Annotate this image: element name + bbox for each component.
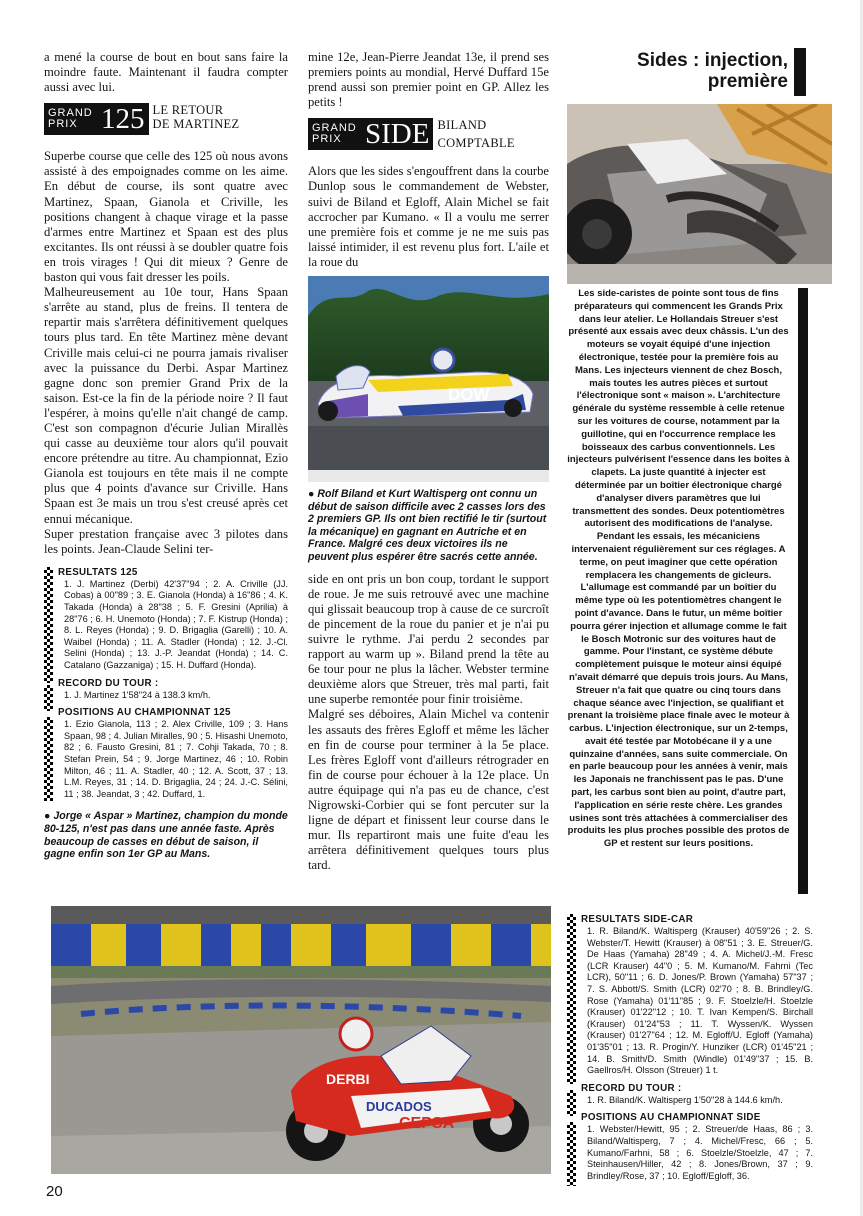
gp125-title-line2: DE MARTINEZ xyxy=(152,117,240,132)
col1-intro: a mené la course de bout en bout sans faire la moindre faute. Maintenant il faudra compter aussi avec lui. xyxy=(44,50,288,95)
sidebar-title xyxy=(580,50,788,92)
gpside-title xyxy=(437,118,514,150)
sidebar-title-line1: Sides : injection, xyxy=(637,50,788,71)
col2-body2: side en ont pris un bon coup, tordant le support de roue. Je me suis retrouvé avec une machine qui glissait beaucoup trop à cause de ce surcroît de pincement de la roue du panier et je n'ai pu suivre le rythme. J'ai perdu 2 secondes par rapport au warm up ». Biland prend la tête au 6e tour pour ne plus la lâcher. Webster termine deuxième alors que Streuer, très mal parti, fait une superbe remontée pour finir troisième. xyxy=(308,571,549,707)
checkered-flag-strip xyxy=(44,567,53,683)
results-side-title: RESULTATS SIDE-CAR xyxy=(581,914,694,925)
checkered-flag-strip xyxy=(567,914,576,1084)
gpside-big: SIDE xyxy=(365,118,430,151)
gpside-title-line2: COMPTABLE xyxy=(437,136,515,151)
checkered-flag-strip xyxy=(567,1122,576,1186)
gp125-header xyxy=(44,103,288,139)
page-number: 20 xyxy=(46,1183,63,1200)
sidecar-photo xyxy=(308,276,549,482)
gp125-title xyxy=(153,103,240,131)
bike-photo xyxy=(51,906,551,1174)
barrier-stripes xyxy=(51,924,551,966)
sidebar-vertical-rule xyxy=(798,288,808,894)
champ-side-text: 1. Webster/Hewitt, 95 ; 2. Streuer/de Haas, 86 ; 3. Biland/Waltisperg, 7 ; 4. Michel/Fresc, 66 ; 5. Kumano/Farhni, 58 ; 6. Stoelzle/Stoelzle, 47 ; 7. Steinhausen/Hiller, 42 ; 8. Jones/Brown, 37 ; 9. Brindley/Rose, 37 ; 10. Egloff/Egloff, 36. xyxy=(587,1124,813,1181)
record-125-title: RECORD DU TOUR : xyxy=(58,677,159,689)
col1-body1: Superbe course que celle des 125 où nous avons assisté à des empoignades comme on les aime. En début de course, ils sont quatre avec Martinez, Spaan, Gianola et Criville, les positions changent à chaque virage et la passe d'armes entre Martinez et Spaan est des plus excitantes. Ils ont réussi à se doubler quatre fois en trois virages ! Qui dit mieux ? Genre de baston qui vous fait dresser les poils. xyxy=(44,149,288,285)
engine-photo-image xyxy=(567,104,832,284)
col2-intro: mine 12e, Jean-Pierre Jeandat 13e, il prend ses premiers points au mondial, Hervé Duffard 15e prend aussi son premier point en GP. Allez les petits ! xyxy=(308,50,549,110)
gp125-box xyxy=(44,103,149,135)
record-side-title: RECORD DU TOUR : xyxy=(581,1082,682,1094)
results-side-box xyxy=(567,914,813,1188)
column-1 xyxy=(44,50,288,861)
gp125-big: 125 xyxy=(101,103,145,136)
gpside-title-line1: BILAND xyxy=(437,118,487,133)
sidebar-title-line2: première xyxy=(707,71,788,92)
sidebar-body: Les side-caristes de pointe sont tous de fins préparateurs qui commencent les Grands Prix dans leur atelier. Le Hollandais Streuer s'est présenté aux essais avec deux châssis. L'un des moteurs se voyait équipé d'une injection électronique, testée pour la première fois au Mans. Les injecteurs viennent de chez Bosch, mais toutes les autres pièces et surtout l'électronique sont « maison ». L'architecture générale du système ressemble à celle retenue sur les voitures de course, notamment par la guillotine, qui en l'occurrence remplace les boisseaux des carbus conventionnels. Les injecteurs pulvérisent l'essence dans les boîtes à clapets. La juste quantité à injecter est déterminée par un boîtier électronique chargé d'analyser divers paramètres que lui transmettent des sondes. Deux potentiomètres autorisent des modifications de l'analyse. Pendant les essais, les mécaniciens intervenaient régulièrement sur ces réglages. A terme, on peut imaginer que cette opération remplacera les changements de gicleurs. L'allumage est commandé par un boîtier du même type où les potentiomètres changent le point d'avance. Dans le futur, un même boîtier pourra gérer injection et allumage comme le fait le Bosch Motronic sur des voitures haut de gamme. Pour l'instant, ce système débute complètement puisque le moteur ainsi équipé n'avait démarré que depuis trois jours. Au Mans, Streuer n'a fait que quatre ou cinq tours dans chaque séance avec l'injection, se qualifiant et prenant la troisième place finale avec le moteur à carbus. L'injection électronique, sur un 2-temps, avait été testée par Motobécane il y a une quinzaine d'années, sans suite commerciale. On en parle beaucoup pour les années à venir, mais les Japonais ne franchissent pas le pas. D'une part, les carbus sont bien au point, d'autre part, l'application en série reste chère. Les grandes usines sont très attachées à commercialiser des produits les plus proches possible des protos de GP et restent sur leurs positions. xyxy=(567,288,790,850)
sidebar-title-bar xyxy=(794,48,806,96)
champ-125-text: 1. Ezio Gianola, 113 ; 2. Alex Criville, 109 ; 3. Hans Spaan, 98 ; 4. Julian Miralles, 90 ; 5. Hisashi Unemoto, 82 ; 6. Fausto Gresini, 81 ; 7. Cohji Takada, 70 ; 8. Stefan Prein, 54 ; 9. Jorge Martinez, 46 ; 10. Robin Milton, 46 ; 11. A. Stadler, 40 ; 12. A. Scott, 37 ; 13. L.M. Reyes, 31 ; 14. D. Brigaglia, 24 ; 24. J.-C. Sélini, 11 ; 38. Jeandat, 3 ; 42. Duffard, 1. xyxy=(64,719,288,799)
gpside-small: GRAND PRIX xyxy=(312,122,357,146)
col2-body1: Alors que les sides s'engouffrent dans la courbe Dunlop sous le commandement de Webster, suivi de Biland et Egloff, Alain Michel se fait accrocher par Kumano. « Il a voulu me serrer une première fois et comme je ne me suis pas laissé intimider, il est revenu plus fort. L'aile et la roue du xyxy=(308,164,549,269)
results-side-text: 1. R. Biland/K. Waltisperg (Krauser) 40'59"26 ; 2. S. Webster/T. Hewitt (Krauser) à 08"51 ; 3. E. Streuer/G. De Haas (Yamaha) 28"49 ; 4. A. Michel/J.-M. Fresc (LCR Krauser) 44"0 ; 5. M. Kumano/M. Fahrni (Tec LCR), 50"11 ; 6. D. Jones/P. Brown (Yamaha) 57"37 ; 7. S. Abbott/S. Smith (LCR) 02'70 ; 8. B. Brindley/G. Rose (Yamaha) 01'11"85 ; 9. F. Stoelzle/H. Stoelzle (Krauser) 01'22"12 ; 10. T. Ivan Kempen/S. Birchall (Krauser) 01'24"53 ; 11. T. Wyssen/K. Wyssen (Krauser) 01'27"64 ; 12. M. Egloff/U. Egloff (Yamaha) 01'35"01 ; 13. R. Progin/Y. Hunziker (LCR) 01'45"21 ; 14. B. Smith/D. Smith (Windle) 01'49"37 ; 15. B. Gaellros/H. Olsson (Streuer) 1 t. xyxy=(587,926,813,1076)
engine-photo xyxy=(567,104,832,284)
col1-body2: Malheureusement au 10e tour, Hans Spaan s'arrête au stand, plus de freins. Il tentera de repartir mais s'arrêtera définitivement quelques tours plus tard. En tête Martinez mène devant Criville mais celui-ci ne pourra jamais rivaliser avec la puissance du Derbi. Aspar Martinez gagne donc son premier Grand Prix de la saison. Est-ce la fin de la période noire ? Il faut l'espérer, à moins qu'elle n'ait changé de camp. C'est son compagnon d'écurie Julian Mirallès qui casse au deuxième tour alors qu'il pouvait encore prétendre au titre. Au championnat, Ezio Gianola est toujours en tête mais il ne compte plus que 4 points d'avance sur Criville. Hans Spaan est 3e mais un trou s'est creusé après cet ennui mécanique. xyxy=(44,285,288,526)
gp125-title-line1: LE RETOUR xyxy=(152,103,224,118)
results-125-text: 1. J. Martinez (Derbi) 42'37"94 ; 2. A. Criville (JJ. Cobas) à 00"89 ; 3. E. Gianola (Honda) à 16"86 ; 4. K. Takada (Honda) à 28"38 ; 5. F. Gresini (Aprilia) à 28"76 ; 6. H. Unemoto (Honda) ; 7. F. Kistrup (Honda) ; 8. L. Reyes (Honda) ; 9. D. Brigaglia (Garelli) ; 10. A. Waibel (Honda) ; 11. A. Stadler (Honda) ; 12. J.-Cl. Selini (Honda) ; 13. J.-P. Jeandat (Honda) ; 14. C. Catalano (Gazzaniga) ; 15. H. Duffard (Honda). xyxy=(64,578,288,670)
results-125-title: RESULTATS 125 xyxy=(58,566,138,578)
bike-logo-ducados: DUCADOS xyxy=(366,1099,432,1114)
champ-side-title: POSITIONS AU CHAMPIONNAT SIDE xyxy=(581,1112,761,1124)
checkered-flag-strip xyxy=(567,1090,576,1116)
gpside-box xyxy=(308,118,433,150)
record-side-text: 1. R. Biland/K. Waltisperg 1'50"28 à 144.6 km/h. xyxy=(587,1094,783,1105)
champ-125-title: POSITIONS AU CHAMPIONNAT 125 xyxy=(58,707,231,719)
record-125-text: 1. J. Martinez 1'58"24 à 138.3 km/h. xyxy=(64,689,211,700)
bike-photo-image xyxy=(51,906,551,1174)
photo-caption-martinez: ● Jorge « Aspar » Martinez, champion du monde 80-125, n'est pas dans une année faste. Après beaucoup de casses en début de saison, il gagne enfin son 1er GP au Mans. xyxy=(44,810,288,861)
gp125-small: GRAND PRIX xyxy=(48,107,93,131)
photo-caption-biland: ● Rolf Biland et Kurt Waltisperg ont connu un début de saison difficile avec 2 casses lors des 2 premiers GP. Ils ont bien rectifié le tir (surtout la mécanique) en gagnant en Autriche et en France. Malgré ces deux victoires ils ne peuvent plus espérer être sacrés cette année. xyxy=(308,488,547,563)
sidecar-photo-image xyxy=(308,276,549,482)
sidecar-sponsor-text: DOW xyxy=(448,385,490,405)
results-125-box xyxy=(44,567,288,801)
checkered-flag-strip xyxy=(44,685,53,711)
bike-logo-cepsa: CEPSA xyxy=(399,1115,455,1132)
column-2 xyxy=(308,50,549,873)
col1-body3: Super prestation française avec 3 pilotes dans les points. Jean-Claude Selini ter- xyxy=(44,526,288,556)
gpside-header xyxy=(308,118,549,154)
col2-body3: Malgré ses déboires, Alain Michel va contenir les assauts des frères Egloff et même les lâcher en fin de course pour terminer à la 5e place. Les frères Egloff vont d'ailleurs rétrograder en fin de course pour échouer à la 12e place. Un autre équipage qui n'a pas eu de chance, c'est Nigrowski-Corbier qui se font percuter sur la ligne de départ et finissent leur course dans le mur. Ils repartiront mais une fuite d'eau les arrêtera définitivement quelques tours plus tard. xyxy=(308,707,549,873)
checkered-flag-strip xyxy=(44,717,53,801)
bike-logo-derbi: DERBI xyxy=(326,1071,370,1087)
